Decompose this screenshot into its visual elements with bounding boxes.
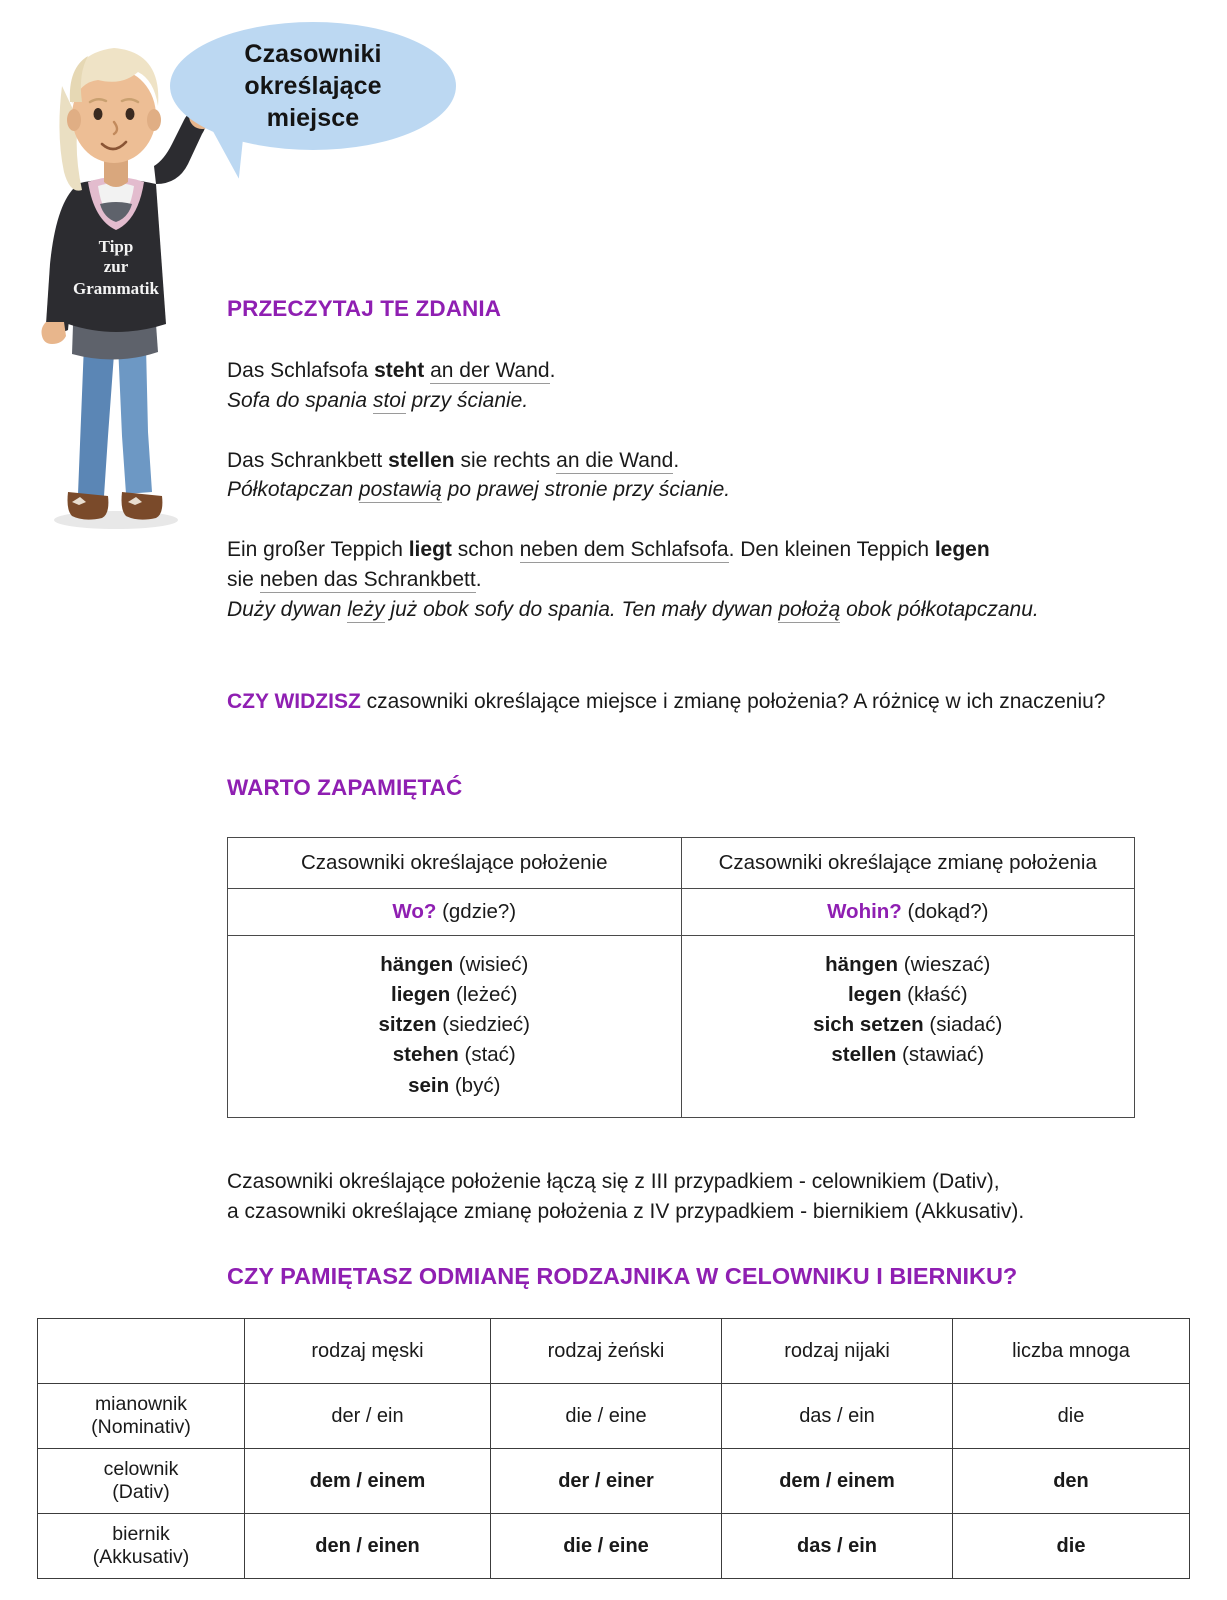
speech-bubble-line-3: miejsce bbox=[266, 104, 360, 132]
s3-de-part1: Ein großer Teppich bbox=[227, 538, 409, 562]
verb-item bbox=[690, 1010, 1127, 1040]
verb-pl: (siedzieć) bbox=[436, 1013, 531, 1037]
verb-de: sein bbox=[408, 1073, 450, 1097]
czy-widzisz-paragraph bbox=[227, 687, 1147, 717]
main-content bbox=[227, 296, 1147, 1290]
s3-de-bold1: liegt bbox=[408, 538, 452, 562]
declension-cell: dem / einem bbox=[722, 1449, 953, 1514]
declension-header-masculine: rodzaj męski bbox=[245, 1319, 491, 1384]
row-label-polish: biernik bbox=[112, 1523, 170, 1545]
row-label-german: (Nominativ) bbox=[91, 1416, 191, 1438]
verb-table-header-location: Czasowniki określające położenie bbox=[228, 837, 682, 888]
sentence-pair-2 bbox=[227, 446, 1147, 506]
table-row bbox=[38, 1514, 1190, 1579]
sentence-3-german bbox=[227, 535, 1147, 595]
declension-table bbox=[37, 1318, 1190, 1579]
speech-bubble-line-2: określające bbox=[244, 72, 382, 100]
verb-table-list-row bbox=[228, 935, 1135, 1118]
question-wo-german: Wo? bbox=[392, 899, 437, 923]
question-wohin-polish: (dokąd?) bbox=[901, 899, 989, 923]
row-label-german: (Dativ) bbox=[112, 1481, 170, 1503]
question-wohin-german: Wohin? bbox=[827, 899, 902, 923]
s3-de-part4: sie bbox=[227, 568, 260, 592]
s2-de-mid: sie rechts bbox=[454, 448, 557, 472]
s3-pl-part3: obok półkotapczanu. bbox=[840, 597, 1039, 621]
sentence-pair-3 bbox=[227, 535, 1147, 624]
row-label-german: (Akkusativ) bbox=[92, 1546, 190, 1568]
verb-item bbox=[236, 1010, 673, 1040]
verb-pl: (stać) bbox=[458, 1043, 516, 1067]
verb-pl: (siadać) bbox=[923, 1013, 1003, 1037]
s2-pl-pre: Półkotapczan bbox=[227, 478, 359, 502]
table-row bbox=[38, 1384, 1190, 1449]
s3-de-underlined2: neben das Schrankbett bbox=[259, 568, 476, 592]
declension-row-label-akkusativ bbox=[38, 1514, 245, 1579]
declension-row-label-nominativ bbox=[38, 1384, 245, 1449]
heading-article-question: CZY PAMIĘTASZ ODMIANĘ RODZAJNIKA W CELOWNIKU I BIERNIKU? bbox=[227, 1262, 1018, 1289]
s3-pl-underlined2: położą bbox=[778, 597, 841, 621]
s3-de-part5: . bbox=[475, 568, 482, 592]
s3-pl-underlined1: leży bbox=[347, 597, 385, 621]
verb-de: sich setzen bbox=[813, 1013, 924, 1037]
declension-header-neuter: rodzaj nijaki bbox=[722, 1319, 953, 1384]
table-row bbox=[38, 1449, 1190, 1514]
verb-item bbox=[690, 980, 1127, 1010]
s2-de-bold: stellen bbox=[388, 448, 455, 472]
declension-table-wrap bbox=[37, 1318, 1189, 1579]
s3-pl-part2: już obok sofy do spania. Ten mały dywan bbox=[384, 597, 779, 621]
verb-table-header-row bbox=[228, 837, 1135, 888]
s1-pl-post: przy ścianie. bbox=[405, 388, 529, 412]
s3-de-part2: schon bbox=[451, 538, 520, 562]
speech-bubble-text bbox=[170, 22, 456, 150]
declension-header-feminine: rodzaj żeński bbox=[491, 1319, 722, 1384]
verb-item bbox=[690, 1040, 1127, 1070]
s3-pl-part1: Duży dywan bbox=[227, 597, 348, 621]
declension-header-plural: liczba mnoga bbox=[953, 1319, 1190, 1384]
explanation-line-2: a czasowniki określające zmianę położenia z IV przypadkiem - biernikiem (Akkusativ). bbox=[227, 1199, 1025, 1223]
declension-cell: die / eine bbox=[491, 1514, 722, 1579]
verb-item bbox=[236, 980, 673, 1010]
verb-de: liegen bbox=[391, 982, 451, 1006]
declension-header-row bbox=[38, 1319, 1190, 1384]
sentence-2-german bbox=[227, 446, 1147, 476]
verb-list-change bbox=[681, 935, 1135, 1118]
s1-pl-underlined: stoi bbox=[372, 388, 406, 412]
czy-widzisz-rest: czasowniki określające miejsce i zmianę położenia? A różnicę w ich znaczeniu? bbox=[360, 689, 1106, 713]
explanation-paragraph bbox=[227, 1167, 1147, 1227]
sentence-pair-1 bbox=[227, 356, 1147, 416]
declension-cell: die bbox=[953, 1384, 1190, 1449]
declension-corner-cell bbox=[38, 1319, 245, 1384]
s2-de-post: . bbox=[673, 448, 680, 472]
verb-table bbox=[227, 837, 1135, 1119]
declension-cell: die bbox=[953, 1514, 1190, 1579]
sentence-1-german bbox=[227, 356, 1147, 386]
declension-cell: das / ein bbox=[722, 1384, 953, 1449]
s1-pl-pre: Sofa do spania bbox=[227, 388, 373, 412]
shirt-text-line-2: zur bbox=[103, 257, 129, 276]
czy-widzisz-highlight: CZY WIDZISZ bbox=[227, 689, 361, 713]
verb-table-question-wohin bbox=[681, 888, 1135, 935]
sentence-3-polish bbox=[227, 595, 1147, 625]
heading-read-sentences: PRZECZYTAJ TE ZDANIA bbox=[227, 296, 502, 321]
verb-pl: (być) bbox=[449, 1073, 501, 1097]
shirt-text-line-3: Grammatik bbox=[73, 279, 159, 298]
explanation-line-1: Czasowniki określające położenie łączą się z III przypadkiem - celownikiem (Dativ), bbox=[227, 1170, 1000, 1194]
heading-worth-remembering: WARTO ZAPAMIĘTAĆ bbox=[227, 774, 463, 800]
declension-cell: der / ein bbox=[245, 1384, 491, 1449]
row-label-polish: celownik bbox=[103, 1458, 179, 1480]
s1-de-bold: steht bbox=[374, 359, 425, 382]
s1-de-pre: Das Schlafsofa bbox=[227, 359, 375, 382]
sentence-1-polish bbox=[227, 386, 1147, 416]
s2-pl-underlined: postawią bbox=[358, 478, 442, 502]
sentence-2-polish bbox=[227, 475, 1147, 505]
speech-bubble bbox=[170, 22, 456, 174]
verb-pl: (stawiać) bbox=[896, 1043, 985, 1067]
verb-de: hängen bbox=[380, 952, 454, 976]
s3-de-underlined1: neben dem Schlafsofa bbox=[519, 538, 729, 562]
declension-row-label-dativ bbox=[38, 1449, 245, 1514]
s2-pl-post: po prawej stronie przy ścianie. bbox=[441, 478, 731, 502]
verb-de: stellen bbox=[831, 1043, 897, 1067]
verb-item bbox=[236, 950, 673, 980]
s3-de-bold2: legen bbox=[934, 538, 990, 562]
declension-cell: das / ein bbox=[722, 1514, 953, 1579]
verb-table-question-wo bbox=[228, 888, 682, 935]
verb-list-location bbox=[228, 935, 682, 1118]
question-wo-polish: (gdzie?) bbox=[436, 899, 517, 923]
s2-de-pre: Das Schrankbett bbox=[227, 448, 389, 472]
verb-table-header-change: Czasowniki określające zmianę położenia bbox=[681, 837, 1135, 888]
declension-cell: dem / einem bbox=[245, 1449, 491, 1514]
declension-cell: den bbox=[953, 1449, 1190, 1514]
verb-de: sitzen bbox=[378, 1013, 437, 1037]
declension-cell: die / eine bbox=[491, 1384, 722, 1449]
verb-de: legen bbox=[847, 982, 902, 1006]
verb-pl: (wisieć) bbox=[453, 952, 529, 976]
declension-cell: den / einen bbox=[245, 1514, 491, 1579]
declension-cell: der / einer bbox=[491, 1449, 722, 1514]
verb-item bbox=[690, 950, 1127, 980]
row-label-polish: mianownik bbox=[94, 1393, 188, 1415]
verb-pl: (leżeć) bbox=[450, 982, 518, 1006]
verb-table-question-row bbox=[228, 888, 1135, 935]
verb-pl: (kłaść) bbox=[901, 982, 968, 1006]
shirt-text-line-1: Tipp bbox=[98, 237, 134, 256]
verb-pl: (wieszać) bbox=[898, 952, 991, 976]
verb-de: stehen bbox=[392, 1043, 459, 1067]
s2-de-underlined: an die Wand bbox=[556, 448, 674, 472]
s3-de-part3: . Den kleinen Teppich bbox=[728, 538, 935, 562]
s1-de-post: . bbox=[549, 359, 556, 382]
verb-item bbox=[236, 1040, 673, 1070]
verb-item bbox=[236, 1071, 673, 1101]
s1-de-underlined: an der Wand bbox=[430, 359, 550, 382]
speech-bubble-line-1: Czasowniki bbox=[244, 40, 382, 68]
verb-de: hängen bbox=[825, 952, 899, 976]
